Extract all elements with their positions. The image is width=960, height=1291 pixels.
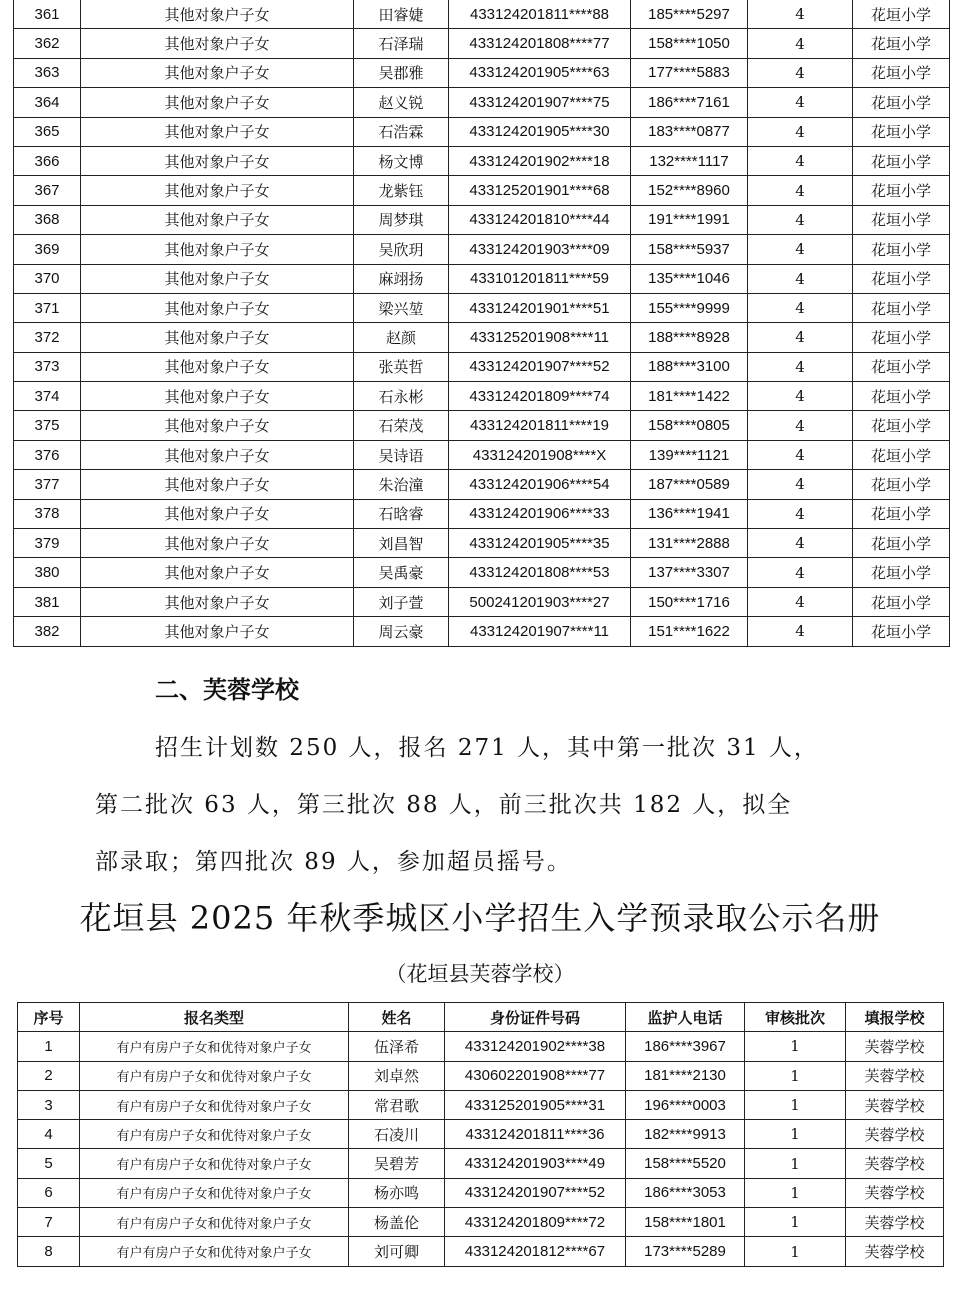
- cell-id: 433125201905****31: [445, 1090, 626, 1119]
- table-row: [14, 558, 950, 587]
- cell-id: 433124201906****33: [449, 499, 631, 528]
- table-row: [18, 1208, 944, 1237]
- cell-school: 花垣小学: [853, 382, 950, 411]
- cell-id: 433124201907****75: [449, 88, 631, 117]
- cell-seq: 364: [14, 88, 81, 117]
- cell-seq: 366: [14, 146, 81, 175]
- cell-phone: 137****3307: [631, 558, 748, 587]
- table-row: [14, 205, 950, 234]
- table-row: [14, 176, 950, 205]
- cell-name: 麻翊扬: [354, 264, 449, 293]
- cell-batch: 4: [748, 58, 853, 87]
- cell-type: 其他对象户子女: [81, 29, 354, 58]
- table-row: [14, 146, 950, 175]
- cell-type: 其他对象户子女: [81, 529, 354, 558]
- cell-batch: 4: [748, 411, 853, 440]
- table-row: [14, 382, 950, 411]
- cell-batch: 1: [745, 1149, 846, 1178]
- cell-name: 杨盖伦: [349, 1208, 445, 1237]
- cell-seq: 375: [14, 411, 81, 440]
- cell-school: 花垣小学: [853, 323, 950, 352]
- cell-seq: 374: [14, 382, 81, 411]
- section-heading: 二、芙蓉学校: [155, 676, 299, 704]
- cell-id: 433124201808****53: [449, 558, 631, 587]
- cell-school: 花垣小学: [853, 352, 950, 381]
- cell-batch: 4: [748, 323, 853, 352]
- cell-id: 433124201902****18: [449, 146, 631, 175]
- table-row: [18, 1032, 944, 1061]
- cell-batch: 4: [748, 617, 853, 646]
- cell-name: 杨文博: [354, 146, 449, 175]
- cell-school: 芙蓉学校: [846, 1149, 944, 1178]
- cell-phone: 187****0589: [631, 470, 748, 499]
- cell-type: 其他对象户子女: [81, 58, 354, 87]
- cell-id: 433124201901****51: [449, 293, 631, 322]
- table-header-row: [18, 1003, 944, 1032]
- cell-name: 朱治潼: [354, 470, 449, 499]
- cell-seq: 1: [18, 1032, 80, 1061]
- cell-school: 花垣小学: [853, 29, 950, 58]
- cell-school: 芙蓉学校: [846, 1061, 944, 1090]
- table-row: [14, 235, 950, 264]
- summary-line: 招生计划数 250 人，报名 271 人，其中第一批次 31 人，: [155, 735, 819, 761]
- cell-type: 其他对象户子女: [81, 352, 354, 381]
- cell-school: 花垣小学: [853, 587, 950, 616]
- cell-batch: 4: [748, 382, 853, 411]
- cell-type: 其他对象户子女: [81, 0, 354, 29]
- table-row: [14, 0, 950, 29]
- cell-type: 其他对象户子女: [81, 499, 354, 528]
- header-seq: 序号: [18, 1003, 80, 1032]
- cell-phone: 158****5520: [626, 1149, 745, 1178]
- cell-type: 有户有房户子女和优待对象户子女: [80, 1061, 349, 1090]
- cell-name: 吴碧芳: [349, 1149, 445, 1178]
- cell-phone: 186****7161: [631, 88, 748, 117]
- cell-batch: 4: [748, 293, 853, 322]
- cell-name: 刘卓然: [349, 1061, 445, 1090]
- header-type: 报名类型: [80, 1003, 349, 1032]
- cell-id: 500241201903****27: [449, 587, 631, 616]
- table-row: [14, 440, 950, 469]
- cell-id: 433124201811****36: [445, 1120, 626, 1149]
- cell-id: 433124201809****72: [445, 1208, 626, 1237]
- cell-id: 433124201808****77: [449, 29, 631, 58]
- cell-batch: 4: [748, 176, 853, 205]
- cell-school: 花垣小学: [853, 293, 950, 322]
- table-row: [14, 587, 950, 616]
- cell-school: 芙蓉学校: [846, 1237, 944, 1266]
- table-row: [14, 617, 950, 646]
- cell-seq: 2: [18, 1061, 80, 1090]
- table-row: [18, 1178, 944, 1207]
- table-row: [14, 117, 950, 146]
- header-id: 身份证件号码: [445, 1003, 626, 1032]
- cell-type: 其他对象户子女: [81, 88, 354, 117]
- cell-phone: 186****3967: [626, 1032, 745, 1061]
- cell-batch: 4: [748, 0, 853, 29]
- table-row: [14, 529, 950, 558]
- table-row: [14, 88, 950, 117]
- cell-school: 芙蓉学校: [846, 1120, 944, 1149]
- cell-school: 芙蓉学校: [846, 1178, 944, 1207]
- cell-school: 花垣小学: [853, 176, 950, 205]
- cell-phone: 188****3100: [631, 352, 748, 381]
- table-row: [14, 352, 950, 381]
- cell-phone: 132****1117: [631, 146, 748, 175]
- cell-name: 石凌川: [349, 1120, 445, 1149]
- cell-phone: 191****1991: [631, 205, 748, 234]
- cell-name: 周梦琪: [354, 205, 449, 234]
- cell-type: 有户有房户子女和优待对象户子女: [80, 1237, 349, 1266]
- cell-seq: 371: [14, 293, 81, 322]
- cell-id: 433124201905****30: [449, 117, 631, 146]
- cell-type: 其他对象户子女: [81, 587, 354, 616]
- cell-id: 433124201811****88: [449, 0, 631, 29]
- cell-type: 有户有房户子女和优待对象户子女: [80, 1090, 349, 1119]
- cell-school: 花垣小学: [853, 529, 950, 558]
- cell-id: 433124201905****63: [449, 58, 631, 87]
- cell-seq: 8: [18, 1237, 80, 1266]
- cell-batch: 4: [748, 205, 853, 234]
- cell-name: 赵颜: [354, 323, 449, 352]
- cell-batch: 1: [745, 1208, 846, 1237]
- cell-school: 花垣小学: [853, 617, 950, 646]
- cell-id: 433124201907****52: [449, 352, 631, 381]
- cell-school: 花垣小学: [853, 558, 950, 587]
- cell-batch: 4: [748, 558, 853, 587]
- cell-batch: 4: [748, 529, 853, 558]
- cell-school: 花垣小学: [853, 470, 950, 499]
- cell-batch: 4: [748, 470, 853, 499]
- cell-name: 杨亦鸣: [349, 1178, 445, 1207]
- cell-batch: 4: [748, 117, 853, 146]
- cell-name: 吴禹豪: [354, 558, 449, 587]
- cell-seq: 363: [14, 58, 81, 87]
- cell-seq: 6: [18, 1178, 80, 1207]
- cell-phone: 158****0805: [631, 411, 748, 440]
- cell-seq: 3: [18, 1090, 80, 1119]
- cell-batch: 4: [748, 29, 853, 58]
- cell-batch: 4: [748, 235, 853, 264]
- cell-phone: 185****5297: [631, 0, 748, 29]
- cell-seq: 370: [14, 264, 81, 293]
- cell-id: 433124201903****49: [445, 1149, 626, 1178]
- cell-seq: 365: [14, 117, 81, 146]
- furong-school-list-table: [17, 1002, 944, 1267]
- cell-school: 花垣小学: [853, 58, 950, 87]
- cell-name: 龙紫钰: [354, 176, 449, 205]
- cell-type: 其他对象户子女: [81, 117, 354, 146]
- cell-type: 其他对象户子女: [81, 617, 354, 646]
- huayuan-school-list-table: [13, 0, 950, 647]
- table-row: [14, 411, 950, 440]
- cell-batch: 4: [748, 440, 853, 469]
- header-batch: 审核批次: [745, 1003, 846, 1032]
- table-row: [18, 1120, 944, 1149]
- cell-id: 433124201810****44: [449, 205, 631, 234]
- cell-id: 433124201902****38: [445, 1032, 626, 1061]
- cell-seq: 379: [14, 529, 81, 558]
- cell-seq: 7: [18, 1208, 80, 1237]
- header-phone: 监护人电话: [626, 1003, 745, 1032]
- cell-batch: 4: [748, 264, 853, 293]
- cell-phone: 188****8928: [631, 323, 748, 352]
- document-title: 花垣县 2025 年秋季城区小学招生入学预录取公示名册: [79, 899, 881, 937]
- cell-type: 其他对象户子女: [81, 382, 354, 411]
- cell-name: 石泽瑞: [354, 29, 449, 58]
- cell-school: 芙蓉学校: [846, 1208, 944, 1237]
- table-row: [18, 1237, 944, 1266]
- cell-name: 吴欣玥: [354, 235, 449, 264]
- cell-name: 常君歌: [349, 1090, 445, 1119]
- cell-school: 花垣小学: [853, 264, 950, 293]
- cell-name: 吴郡雅: [354, 58, 449, 87]
- cell-batch: 4: [748, 499, 853, 528]
- cell-seq: 373: [14, 352, 81, 381]
- cell-name: 刘子萱: [354, 587, 449, 616]
- bottom-table-body: [18, 1032, 944, 1266]
- cell-seq: 362: [14, 29, 81, 58]
- cell-school: 芙蓉学校: [846, 1090, 944, 1119]
- header-school: 填报学校: [846, 1003, 944, 1032]
- cell-phone: 135****1046: [631, 264, 748, 293]
- header-name: 姓名: [349, 1003, 445, 1032]
- cell-type: 其他对象户子女: [81, 293, 354, 322]
- cell-phone: 196****0003: [626, 1090, 745, 1119]
- cell-name: 张英哲: [354, 352, 449, 381]
- cell-id: 433125201908****11: [449, 323, 631, 352]
- cell-phone: 131****2888: [631, 529, 748, 558]
- cell-school: 花垣小学: [853, 235, 950, 264]
- cell-name: 吴诗语: [354, 440, 449, 469]
- cell-seq: 378: [14, 499, 81, 528]
- cell-name: 石永彬: [354, 382, 449, 411]
- cell-id: 433124201811****19: [449, 411, 631, 440]
- cell-id: 433124201905****35: [449, 529, 631, 558]
- cell-type: 其他对象户子女: [81, 205, 354, 234]
- table-row: [14, 58, 950, 87]
- cell-phone: 173****5289: [626, 1237, 745, 1266]
- cell-type: 有户有房户子女和优待对象户子女: [80, 1032, 349, 1061]
- cell-phone: 136****1941: [631, 499, 748, 528]
- table-row: [18, 1149, 944, 1178]
- cell-phone: 139****1121: [631, 440, 748, 469]
- cell-phone: 183****0877: [631, 117, 748, 146]
- cell-seq: 361: [14, 0, 81, 29]
- table-row: [18, 1061, 944, 1090]
- cell-id: 433124201906****54: [449, 470, 631, 499]
- cell-batch: 4: [748, 88, 853, 117]
- cell-seq: 367: [14, 176, 81, 205]
- cell-id: 430602201908****77: [445, 1061, 626, 1090]
- cell-type: 其他对象户子女: [81, 411, 354, 440]
- cell-seq: 376: [14, 440, 81, 469]
- cell-id: 433101201811****59: [449, 264, 631, 293]
- cell-seq: 377: [14, 470, 81, 499]
- cell-name: 伍泽希: [349, 1032, 445, 1061]
- cell-school: 花垣小学: [853, 205, 950, 234]
- cell-type: 有户有房户子女和优待对象户子女: [80, 1208, 349, 1237]
- cell-type: 其他对象户子女: [81, 558, 354, 587]
- cell-type: 其他对象户子女: [81, 440, 354, 469]
- cell-name: 梁兴堃: [354, 293, 449, 322]
- enrollment-summary-paragraph: [95, 720, 915, 891]
- cell-phone: 155****9999: [631, 293, 748, 322]
- table-row: [18, 1090, 944, 1119]
- cell-name: 石浩霖: [354, 117, 449, 146]
- cell-phone: 158****5937: [631, 235, 748, 264]
- cell-seq: 369: [14, 235, 81, 264]
- cell-batch: 1: [745, 1061, 846, 1090]
- cell-name: 刘可卿: [349, 1237, 445, 1266]
- cell-name: 石晗睿: [354, 499, 449, 528]
- cell-school: 花垣小学: [853, 440, 950, 469]
- cell-type: 其他对象户子女: [81, 235, 354, 264]
- summary-line: 部录取；第四批次 89 人，参加超员摇号。: [95, 849, 572, 875]
- cell-seq: 368: [14, 205, 81, 234]
- cell-school: 花垣小学: [853, 146, 950, 175]
- cell-school: 花垣小学: [853, 117, 950, 146]
- cell-phone: 150****1716: [631, 587, 748, 616]
- cell-id: 433124201907****11: [449, 617, 631, 646]
- cell-id: 433124201812****67: [445, 1237, 626, 1266]
- cell-name: 刘昌智: [354, 529, 449, 558]
- cell-seq: 380: [14, 558, 81, 587]
- cell-school: 花垣小学: [853, 88, 950, 117]
- cell-type: 其他对象户子女: [81, 176, 354, 205]
- cell-phone: 182****9913: [626, 1120, 745, 1149]
- cell-batch: 4: [748, 352, 853, 381]
- table-row: [14, 293, 950, 322]
- cell-batch: 1: [745, 1237, 846, 1266]
- cell-batch: 1: [745, 1090, 846, 1119]
- cell-name: 周云豪: [354, 617, 449, 646]
- cell-seq: 4: [18, 1120, 80, 1149]
- cell-type: 有户有房户子女和优待对象户子女: [80, 1149, 349, 1178]
- cell-phone: 181****1422: [631, 382, 748, 411]
- cell-name: 石荣茂: [354, 411, 449, 440]
- cell-school: 花垣小学: [853, 0, 950, 29]
- table-row: [14, 29, 950, 58]
- cell-phone: 177****5883: [631, 58, 748, 87]
- top-table-body: [14, 0, 950, 646]
- cell-id: 433124201903****09: [449, 235, 631, 264]
- cell-id: 433124201907****52: [445, 1178, 626, 1207]
- cell-batch: 4: [748, 146, 853, 175]
- table-row: [14, 499, 950, 528]
- cell-seq: 382: [14, 617, 81, 646]
- cell-type: 有户有房户子女和优待对象户子女: [80, 1178, 349, 1207]
- cell-phone: 152****8960: [631, 176, 748, 205]
- cell-seq: 381: [14, 587, 81, 616]
- cell-school: 花垣小学: [853, 411, 950, 440]
- cell-phone: 158****1801: [626, 1208, 745, 1237]
- cell-name: 田睿婕: [354, 0, 449, 29]
- cell-phone: 186****3053: [626, 1178, 745, 1207]
- cell-batch: 1: [745, 1032, 846, 1061]
- cell-seq: 5: [18, 1149, 80, 1178]
- cell-id: 433125201901****68: [449, 176, 631, 205]
- cell-phone: 158****1050: [631, 29, 748, 58]
- summary-line: 第二批次 63 人，第三批次 88 人，前三批次共 182 人，拟全: [95, 792, 793, 818]
- cell-school: 花垣小学: [853, 499, 950, 528]
- cell-type: 有户有房户子女和优待对象户子女: [80, 1120, 349, 1149]
- cell-batch: 4: [748, 587, 853, 616]
- document-subtitle: （花垣县芙蓉学校）: [385, 962, 575, 986]
- cell-phone: 181****2130: [626, 1061, 745, 1090]
- cell-school: 芙蓉学校: [846, 1032, 944, 1061]
- cell-type: 其他对象户子女: [81, 264, 354, 293]
- cell-name: 赵义锐: [354, 88, 449, 117]
- cell-batch: 1: [745, 1178, 846, 1207]
- cell-batch: 1: [745, 1120, 846, 1149]
- table-row: [14, 323, 950, 352]
- cell-type: 其他对象户子女: [81, 470, 354, 499]
- cell-phone: 151****1622: [631, 617, 748, 646]
- cell-type: 其他对象户子女: [81, 323, 354, 352]
- cell-seq: 372: [14, 323, 81, 352]
- cell-id: 433124201809****74: [449, 382, 631, 411]
- cell-type: 其他对象户子女: [81, 146, 354, 175]
- cell-id: 433124201908****X: [449, 440, 631, 469]
- table-row: [14, 470, 950, 499]
- table-row: [14, 264, 950, 293]
